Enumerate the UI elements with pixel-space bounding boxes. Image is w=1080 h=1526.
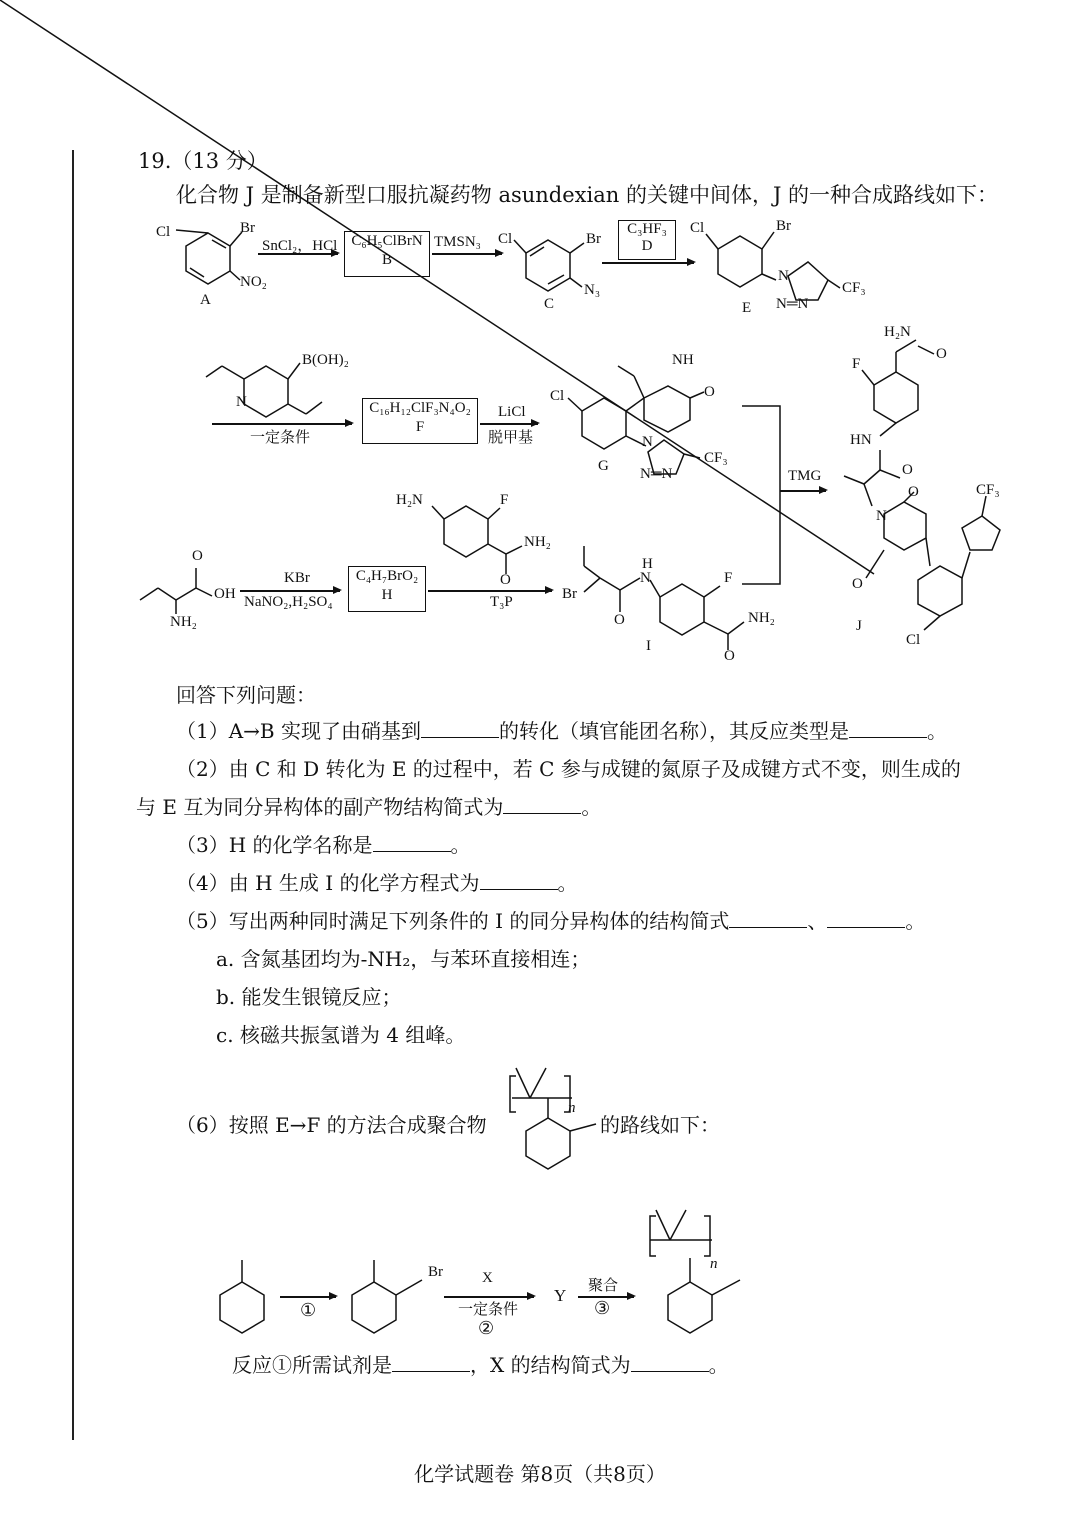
answer-blank[interactable] (373, 850, 451, 852)
r5-bottom: NaNO₂,H₂SO₄ (244, 594, 333, 610)
TMG-label: TMG (788, 468, 822, 484)
J-N: N (876, 508, 887, 524)
arrow-step1 (280, 1296, 336, 1298)
answer-blank[interactable] (421, 736, 499, 738)
I-O2: O (724, 648, 735, 664)
A-NO2: NO₂ (240, 274, 267, 290)
G-NN: N═N (640, 466, 673, 482)
route-step3: ③ (594, 1298, 611, 1318)
G-label: G (598, 458, 609, 474)
question-intro: 化合物 J 是制备新型口服抗凝药物 asundexian 的关键中间体，J 的一种合成路线如下： (176, 183, 999, 207)
A-Br: Br (240, 220, 255, 236)
E-CF3: CF₃ (842, 280, 866, 296)
boronic-N: N (236, 394, 247, 410)
E-Br: Br (776, 218, 791, 234)
box-F: C₁₆H₁₂ClF₃N₄O₂ F (362, 398, 478, 444)
I-NH2: NH₂ (748, 610, 775, 626)
page-footer: 化学试题卷 第8页（共8页） (414, 1462, 666, 1486)
arrow-TMG (780, 490, 826, 492)
question-6-b: 的路线如下： (600, 1113, 720, 1137)
C-label: C (544, 296, 555, 312)
G-CF3: CF₃ (704, 450, 728, 466)
answer-blank[interactable] (631, 1370, 709, 1372)
box-H: C₄H₇BrO₂ H (348, 566, 426, 612)
condition-c: c. 核磁共振氢谱为 4 组峰。 (216, 1023, 466, 1047)
ring-A (186, 233, 230, 284)
answer-blank[interactable] (849, 736, 927, 738)
r5-top: KBr (284, 570, 310, 586)
route-polymerize: 聚合 (588, 1278, 619, 1294)
route-step2: ② (478, 1318, 495, 1338)
aa-NH2: NH₂ (170, 614, 197, 630)
J-O-methoxy: O (852, 576, 863, 592)
arrow-H-I (428, 590, 552, 592)
amine-NH2: NH₂ (524, 534, 551, 550)
route-n: n (710, 1256, 718, 1272)
ring-polymer-route (668, 1282, 712, 1333)
G-N: N (642, 434, 653, 450)
I-Br: Br (562, 586, 577, 602)
G-O: O (704, 384, 715, 400)
E-N: N (778, 268, 789, 284)
ring-pyridine (244, 366, 288, 417)
ring-J-top (874, 372, 918, 423)
E-NN: N═N (776, 296, 809, 312)
J-H2N: H₂N (884, 324, 911, 340)
r4-reagent: LiCl (498, 404, 526, 420)
ring-I (660, 584, 704, 635)
arrow-to-F (212, 423, 352, 425)
r6-reagent: T₃P (490, 594, 513, 610)
route-cond: 一定条件 (458, 1302, 519, 1318)
route-X: X (482, 1270, 493, 1286)
answer-blank[interactable] (392, 1370, 470, 1372)
J-O-top: O (936, 346, 947, 362)
boronic-B: B(OH)₂ (302, 352, 349, 368)
ring-toluene (220, 1282, 264, 1333)
ring-E (718, 236, 762, 287)
ring-J-bottom (918, 566, 962, 616)
I-label: I (646, 638, 651, 654)
answer-blank[interactable] (480, 888, 558, 890)
answer-blank[interactable] (827, 926, 905, 928)
E-Cl: Cl (690, 220, 705, 236)
I-O: O (614, 612, 625, 628)
amine-F: F (500, 492, 509, 508)
amine-O: O (500, 572, 511, 588)
question-6-c: 反应①所需试剂是 ，X 的结构简式为 。 (232, 1353, 729, 1377)
ring-G (582, 398, 626, 449)
E-label: E (742, 300, 752, 316)
I-H: H (642, 556, 653, 572)
r4-cond: 脱甲基 (488, 430, 534, 446)
route-step1: ① (300, 1300, 317, 1320)
box-D: C₃HF₃ D (618, 220, 676, 260)
aa-OH: OH (214, 586, 236, 602)
question-2-line2: 与 E 互为同分异构体的副产物结构简式为 。 (136, 795, 602, 819)
question-4: （4）由 H 生成 I 的化学方程式为 。 (176, 871, 578, 895)
polymer-n: n (568, 1100, 576, 1116)
J-F: F (852, 356, 861, 372)
I-N: N (640, 570, 651, 586)
arrow-C-E (602, 262, 694, 264)
r3-cond: 一定条件 (250, 430, 311, 446)
C-N3: N₃ (584, 282, 601, 298)
aa-O: O (192, 548, 203, 564)
J-label: J (856, 618, 862, 634)
answer-blank[interactable] (729, 926, 807, 928)
r1-reagent: SnCl₂，HCl (262, 238, 338, 254)
tmg-bracket (742, 406, 780, 584)
arrow-B-C (432, 253, 502, 255)
J-O-ring: O (908, 484, 919, 500)
question-number: 19.（13 分） (138, 149, 268, 173)
J-O-amide: O (902, 462, 913, 478)
route-Y: Y (554, 1286, 567, 1305)
arrow-F-G (480, 423, 538, 425)
condition-b: b. 能发生银镜反应； (216, 985, 402, 1009)
ring-amine (444, 506, 488, 557)
triazole-E (788, 262, 828, 300)
arrow-to-H (240, 590, 340, 592)
question-3: （3）H 的化学名称是 。 (176, 833, 471, 857)
J-CF3: CF₃ (976, 482, 1000, 498)
G-Cl: Cl (550, 388, 565, 404)
answer-blank[interactable] (503, 812, 581, 814)
box-B: C₆H₅ClBrN B (344, 231, 430, 277)
r2-reagent: TMSN₃ (434, 234, 481, 250)
G-NH: NH (672, 352, 694, 368)
question-2-line1: （2）由 C 和 D 转化为 E 的过程中，若 C 参与成键的氮原子及成键方式不变，则生成的 (176, 757, 961, 781)
route-Br: Br (428, 1264, 443, 1280)
C-Br: Br (586, 231, 601, 247)
ring-polymer (526, 1118, 570, 1169)
I-F: F (724, 570, 733, 586)
question-6-a: （6）按照 E→F 的方法合成聚合物 (176, 1113, 487, 1137)
J-Cl: Cl (906, 632, 921, 648)
ring-bromotoluene (352, 1282, 396, 1333)
C-Cl: Cl (498, 231, 513, 247)
triazole-J (962, 516, 1000, 550)
question-5: （5）写出两种同时满足下列条件的 I 的同分异构体的结构简式 、 。 (176, 909, 926, 933)
A-label: A (200, 292, 211, 308)
ring-J-pyridone (884, 502, 926, 550)
answer-intro: 回答下列问题： (176, 683, 316, 707)
amine-H2N: H₂N (396, 492, 423, 508)
J-HN: HN (850, 432, 872, 448)
A-Cl: Cl (156, 224, 171, 240)
condition-a: a. 含氮基团均为-NH₂，与苯环直接相连； (216, 947, 591, 971)
ring-G-pyridone (644, 386, 690, 432)
question-1: （1）A→B 实现了由硝基到 的转化（填官能团名称），其反应类型是 。 (176, 719, 947, 743)
